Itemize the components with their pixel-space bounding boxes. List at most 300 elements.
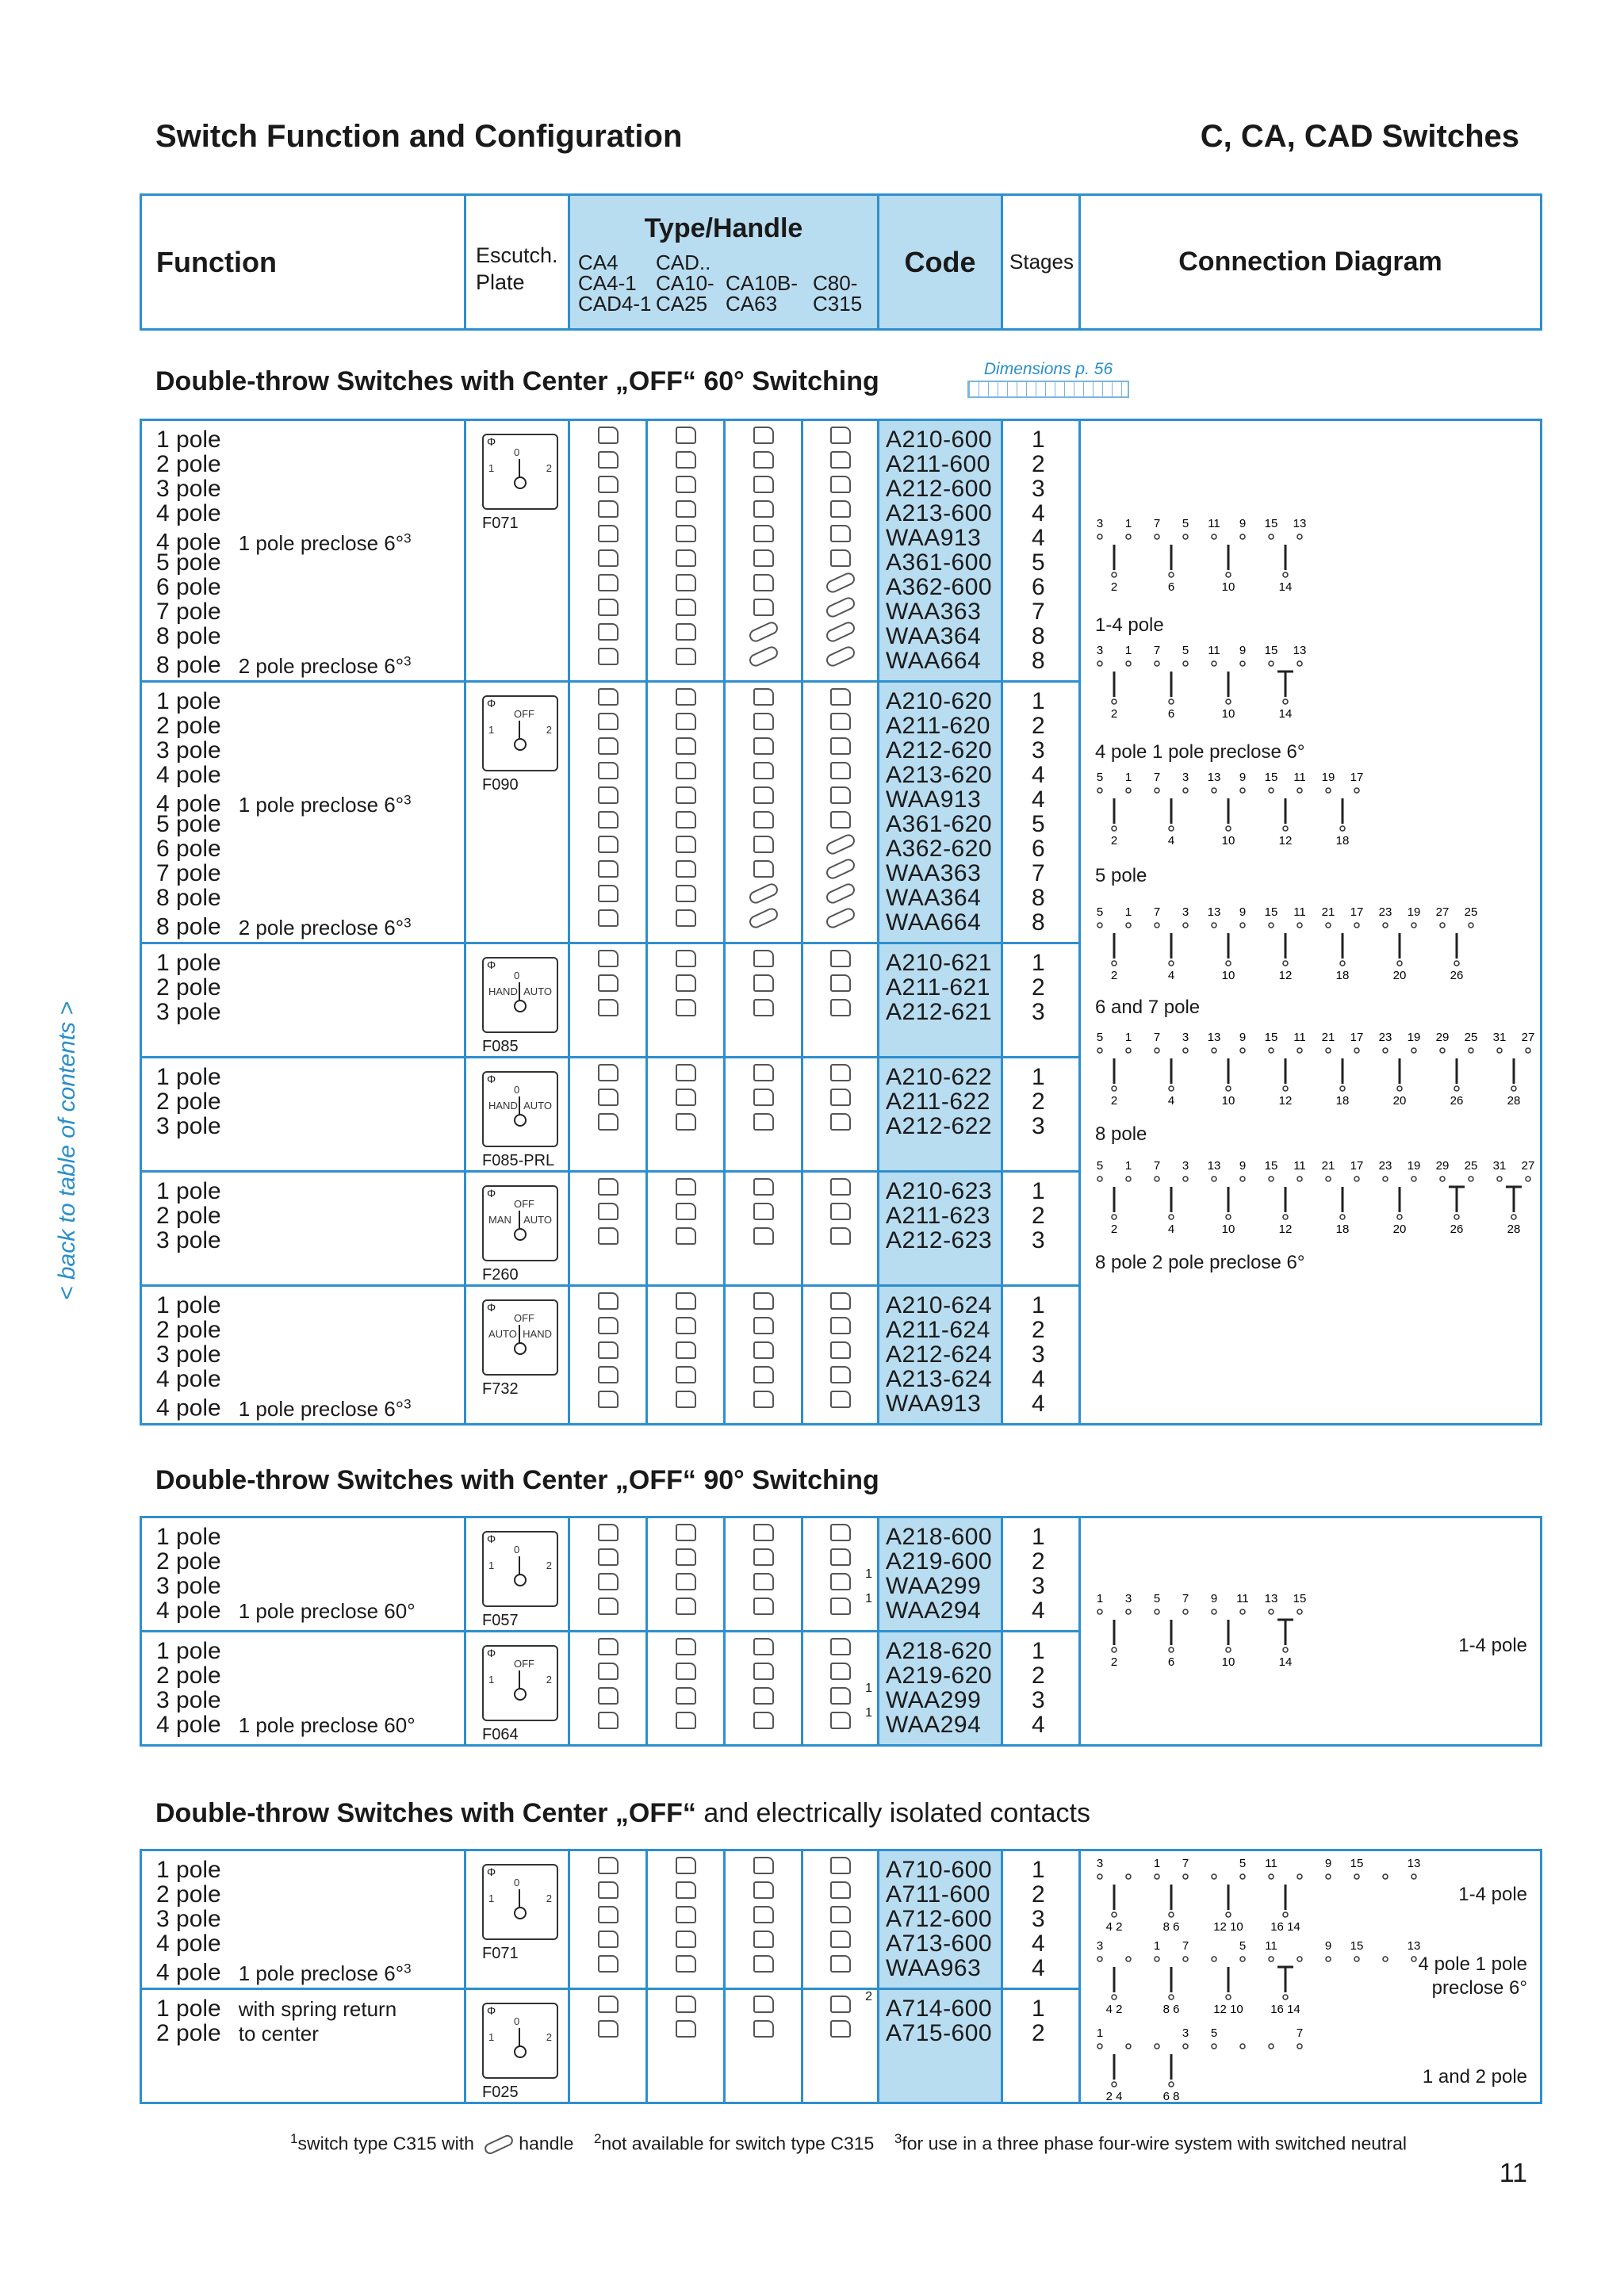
stage-count: 2 [1032,1881,1045,1908]
handle-icon [648,970,723,995]
svg-text:19: 19 [1407,905,1421,919]
handle-column [647,1517,725,1632]
svg-text:19: 19 [1407,1159,1421,1173]
code-cell [879,1517,1002,1632]
handle-icon [803,472,877,496]
escutcheon-cell [465,1632,569,1746]
function-row: 3 pole [156,1341,221,1368]
stages-cell [1002,1058,1080,1172]
order-code: A711-600 [886,1881,990,1908]
handle-icon [803,881,877,905]
order-code: A212-624 [886,1341,993,1368]
stage-count: 2 [1032,451,1045,477]
order-code: WAA913 [886,786,982,813]
column-header-table [140,193,1542,331]
function-cell [141,420,465,682]
order-code: A212-622 [886,1113,993,1139]
handle-column [647,420,725,682]
handle-column [802,1850,879,1989]
diagram-label: 8 pole [1095,1123,1147,1145]
svg-text:3: 3 [1182,1031,1189,1044]
back-to-contents-link[interactable]: < back to table of contents > [54,1001,80,1300]
type-label: C315 [813,292,863,316]
handle-icon [648,1683,723,1708]
stage-count: 2 [1032,1317,1045,1343]
diagram-label: 1 and 2 pole [1422,2066,1527,2087]
handle-icon [803,856,877,881]
handle-icon [570,1199,645,1223]
function-row: 3 pole [156,999,221,1025]
plate-code: F071 [482,515,519,532]
connection-diagram-cell [1080,420,1542,1425]
page-title: Switch Function and Configuration [155,119,683,154]
handle-icon [726,709,801,733]
function-row: 4 pole 1 pole preclose 60° [156,1598,416,1624]
order-code: A211-624 [886,1317,990,1343]
handle-column [647,1172,725,1286]
function-row: 4 pole 1 pole preclose 6°$^3$ [156,529,412,556]
stage-count: 4 [1032,525,1045,551]
stage-count: 2 [1032,1663,1045,1689]
svg-text:3: 3 [1182,2026,1189,2040]
function-cell [141,1058,465,1172]
handle-column [802,943,879,1058]
svg-text:12: 12 [1278,969,1293,981]
type-label: CAD.. [656,251,711,274]
handle-icon [570,545,645,570]
function-cell [141,1850,465,1989]
handle-icon [726,970,801,995]
handle-icon: 1 [803,1708,877,1732]
svg-text:9: 9 [1239,644,1247,657]
stages-cell [1002,1632,1080,1746]
plate-code: F085 [482,1038,519,1055]
handle-icon [803,832,877,856]
handle-icon [570,1362,645,1387]
handle-column [802,1172,879,1286]
function-cell [141,1989,465,2103]
escutcheon-plate-icon: Φ 0 1 2 [482,1531,558,1607]
stage-count: 8 [1032,623,1045,649]
handle-icon [648,807,723,832]
function-row: 1 pole [156,1292,221,1318]
handle-column [569,1989,647,2103]
svg-text:13: 13 [1293,517,1307,530]
handle-icon [570,644,645,668]
handle-icon [726,1951,801,1976]
handle-icon [570,595,645,619]
handle-icon [570,1337,645,1362]
escutcheon-cell [465,943,569,1058]
handle-column [647,1286,725,1425]
handle-icon [648,1951,723,1976]
stage-count: 4 [1032,1391,1045,1417]
header-stages: Stages [1002,195,1080,330]
stages-cell [1002,1850,1080,1989]
svg-text:2: 2 [1110,707,1118,719]
handle-icon [726,595,801,619]
stage-count: 5 [1032,549,1045,576]
handle-icon [648,1569,723,1594]
function-row: 1 pole [156,950,221,976]
handle-icon [726,496,801,521]
svg-text:18: 18 [1335,834,1350,846]
handle-icon [726,1992,801,2016]
svg-text:9: 9 [1324,1939,1332,1953]
escutcheon-plate-icon: Φ 0 1 2 [482,1864,558,1940]
svg-text:6: 6 [1167,1655,1175,1667]
svg-text:1: 1 [1124,644,1132,657]
handle-icon [570,521,645,545]
svg-text:25: 25 [1464,905,1478,919]
svg-text:25: 25 [1464,1031,1478,1044]
order-code: A219-600 [886,1548,993,1575]
svg-text:4: 4 [1167,1223,1175,1234]
svg-text:14: 14 [1278,1655,1293,1667]
order-code: WAA299 [886,1573,982,1599]
handle-icon [726,733,801,758]
handle-icon [803,1174,877,1199]
code-cell [879,943,1002,1058]
svg-text:6: 6 [1167,707,1175,719]
handle-column [802,1989,879,2103]
stages-cell [1002,420,1080,682]
handle-icon [803,1223,877,1248]
handle-icon [570,1223,645,1248]
svg-text:15: 15 [1264,1159,1278,1173]
function-row: 3 pole [156,1227,221,1253]
handle-icon [570,1634,645,1659]
stage-count: 3 [1032,1341,1045,1368]
handle-icon [803,545,877,570]
svg-text:8 6: 8 6 [1162,1920,1180,1932]
handle-column [725,1632,802,1746]
svg-text:3: 3 [1096,1939,1104,1953]
handle-column [647,1058,725,1172]
handle-icon [726,881,801,905]
stage-count: 8 [1032,885,1045,911]
function-cell [141,1286,465,1425]
diagram-label: 1-4 pole [1458,1884,1527,1905]
diagram-label: 4 pole 1 pole preclose 6° [1418,1954,1527,1999]
handle-column [569,1517,647,1632]
handle-column [647,943,725,1058]
svg-text:15: 15 [1350,1939,1364,1953]
order-code: A218-620 [886,1638,993,1664]
svg-text:5: 5 [1096,771,1104,784]
svg-text:11: 11 [1293,905,1306,919]
plate-code: F260 [482,1266,519,1284]
svg-text:10: 10 [1221,969,1235,981]
stage-count: 3 [1032,1573,1045,1599]
order-code: A210-624 [886,1292,993,1318]
svg-text:7: 7 [1153,1031,1161,1044]
svg-text:26: 26 [1450,969,1464,981]
stages-cell [1002,1286,1080,1425]
handle-icon [726,1313,801,1337]
handle-icon [803,1288,877,1313]
stage-count: 1 [1032,950,1045,976]
svg-text:15: 15 [1264,771,1278,784]
handle-icon [648,1362,723,1387]
escutcheon-cell [465,1989,569,2103]
svg-text:2: 2 [1110,1223,1118,1234]
handle-icon [648,472,723,496]
order-code: WAA363 [886,860,982,886]
section3-table [140,1849,1542,2104]
escutcheon-plate-icon: Φ 0 1 2 [482,2003,558,2079]
handle-icon [726,570,801,595]
svg-text:13: 13 [1207,1031,1221,1044]
product-title: C, CA, CAD Switches [1200,119,1519,154]
svg-text:12: 12 [1278,1223,1293,1234]
stage-count: 2 [1032,1203,1045,1229]
handle-icon [726,1544,801,1569]
handle-icon [726,1362,801,1387]
stage-count: 1 [1032,1996,1045,2022]
dimensions-link[interactable]: Dimensions p. 56 [967,360,1129,398]
type-label: CA25 [656,292,708,316]
handle-icon [803,1337,877,1362]
order-code: WAA363 [886,599,982,625]
handle-icon [648,619,723,644]
svg-text:18: 18 [1335,1223,1350,1234]
handle-icon [648,496,723,521]
handle-icon [570,2016,645,2041]
handle-icon [726,783,801,807]
handle-column [569,1850,647,1989]
handle-icon [570,758,645,783]
handle-column [725,1172,802,1286]
order-code: WAA299 [886,1687,982,1713]
handle-icon [570,1288,645,1313]
svg-text:5: 5 [1096,905,1104,919]
svg-text:2: 2 [1110,1655,1118,1667]
stage-count: 1 [1032,1064,1045,1090]
svg-text:12: 12 [1278,834,1293,846]
svg-text:13: 13 [1407,1939,1421,1953]
svg-text:7: 7 [1153,644,1161,657]
svg-text:7: 7 [1182,1592,1189,1605]
handle-icon [570,1992,645,2016]
handle-icon [726,1520,801,1544]
function-row: 4 pole 1 pole preclose 6°$^3$ [156,1395,412,1422]
handle-icon [648,995,723,1020]
handle-icon [648,1708,723,1732]
handle-icon [648,684,723,709]
plate-code: F085-PRL [482,1152,555,1169]
handle-icon [803,807,877,832]
handle-icon [570,946,645,970]
stage-count: 2 [1032,974,1045,1001]
svg-text:19: 19 [1321,771,1335,784]
handle-icon [803,644,877,668]
handle-icon [803,423,877,447]
handle-icon [570,472,645,496]
handle-icon [570,1174,645,1199]
svg-text:2: 2 [1110,580,1118,592]
handle-icon [803,709,877,733]
handle-icon [570,905,645,930]
svg-text:9: 9 [1324,1857,1332,1870]
handle-icon [648,2016,723,2041]
order-code: A362-600 [886,574,993,600]
handle-icon [803,1877,877,1902]
handle-column [802,1058,879,1172]
escutcheon-cell [465,1058,569,1172]
handle-icon [570,1708,645,1732]
stage-count: 8 [1032,909,1045,936]
handle-icon [726,521,801,545]
handle-icon [803,521,877,545]
type-label: CA4 [578,251,619,274]
handle-icon [726,1085,801,1109]
svg-text:31: 31 [1492,1159,1507,1173]
function-row: 2 pole [156,713,221,739]
order-code: A210-623 [886,1178,993,1204]
function-row: 5 pole [156,811,221,837]
svg-text:21: 21 [1321,905,1335,919]
svg-text:4 2: 4 2 [1105,1920,1123,1932]
handle-icon [570,733,645,758]
handle-icon [648,946,723,970]
svg-text:11: 11 [1236,1592,1249,1605]
handle-column [569,1632,647,1746]
function-row: 3 pole [156,737,221,763]
function-row: 4 pole [156,1366,221,1392]
handle-icon [570,1877,645,1902]
svg-text:10: 10 [1221,580,1235,592]
svg-text:9: 9 [1239,517,1247,530]
handle-column [569,1286,647,1425]
svg-text:7: 7 [1153,1159,1161,1173]
handle-icon [726,619,801,644]
handle-icon [726,447,801,472]
handle-icon [803,1313,877,1337]
function-row: 2 pole [156,974,221,1001]
header-type-title: Type/Handle [644,213,803,243]
function-row: 7 pole [156,860,221,886]
handle-icon [570,1659,645,1683]
stage-count: 4 [1032,1366,1045,1392]
svg-text:9: 9 [1239,1159,1247,1173]
handle-icon [726,423,801,447]
stages-cell [1002,943,1080,1058]
handle-icon [648,881,723,905]
section-title: Double-throw Switches with Center „OFF“ 60° Switching [155,366,879,396]
svg-text:2: 2 [1110,969,1118,981]
function-row: 1 pole [156,1524,221,1550]
handle-icon [570,447,645,472]
handle-column [725,1286,802,1425]
svg-text:21: 21 [1321,1031,1335,1044]
svg-text:16 14: 16 14 [1270,2003,1300,2015]
svg-text:7: 7 [1153,517,1161,530]
handle-column [647,1632,725,1746]
svg-text:28: 28 [1507,1223,1521,1234]
escutcheon-cell [465,420,569,682]
stage-count: 4 [1032,1712,1045,1738]
handle-icon [726,1877,801,1902]
function-row: 1 pole [156,1064,221,1090]
handle-column [647,682,725,943]
handle-icon [726,1288,801,1313]
handle-icon [803,995,877,1020]
svg-text:23: 23 [1378,1031,1392,1044]
svg-text:9: 9 [1210,1592,1218,1605]
escutcheon-plate-icon: Φ 0 HAND AUTO [482,957,558,1033]
plate-code: F025 [482,2084,519,2101]
order-code: A210-600 [886,427,993,453]
order-code: WAA294 [886,1712,982,1738]
function-row: 6 pole [156,836,221,862]
svg-text:4 2: 4 2 [1105,2003,1123,2015]
stage-count: 1 [1032,1524,1045,1550]
function-row: 1 pole [156,427,221,453]
handle-icon [726,856,801,881]
handle-icon [726,1902,801,1927]
handle-icon [570,783,645,807]
function-row: 1 pole [156,1178,221,1204]
order-code: WAA913 [886,525,982,551]
handle-column [802,1632,879,1746]
handle-icon [570,709,645,733]
handle-icon [803,733,877,758]
function-row: 8 pole 2 pole preclose 6°$^3$ [156,913,412,940]
order-code: WAA294 [886,1598,982,1624]
svg-text:6 8: 6 8 [1162,2090,1180,2102]
function-cell [141,1632,465,1746]
stage-count: 6 [1032,574,1045,600]
handle-icon [648,758,723,783]
handle-icon [648,1288,723,1313]
handle-icon [803,1109,877,1134]
svg-text:13: 13 [1207,905,1221,919]
section-title: Double-throw Switches with Center „OFF“ 90° Switching [155,1465,879,1495]
handle-icon [570,1951,645,1976]
order-code: A210-620 [886,688,993,714]
stage-count: 1 [1032,1857,1045,1883]
handle-icon: 1 [803,1594,877,1618]
handle-column [802,1286,879,1425]
handle-column [647,1850,725,1989]
handle-icon: 1 [803,1683,877,1708]
function-row: 5 pole [156,549,221,576]
function-row: 4 pole [156,1931,221,1957]
handle-icon [570,881,645,905]
diagram-label: 8 pole 2 pole preclose 6° [1095,1252,1305,1273]
function-row: 2 pole [156,451,221,477]
svg-text:11: 11 [1265,1857,1277,1870]
svg-text:14: 14 [1278,580,1293,592]
order-code: WAA664 [886,909,982,936]
order-code: A362-620 [886,836,993,862]
function-row: 1 pole [156,1857,221,1883]
handle-icon [726,946,801,970]
handle-icon [726,807,801,832]
contact-terminals-icon [1092,643,1536,719]
stages-cell [1002,682,1080,943]
handle-icon [726,472,801,496]
svg-text:29: 29 [1435,1031,1450,1044]
lever-handle-icon [483,2133,515,2156]
handle-icon [648,545,723,570]
svg-text:10: 10 [1221,707,1235,719]
function-row: 2 pole [156,1089,221,1115]
code-cell [879,1989,1002,2103]
handle-icon [570,1060,645,1085]
handle-icon [648,1659,723,1683]
